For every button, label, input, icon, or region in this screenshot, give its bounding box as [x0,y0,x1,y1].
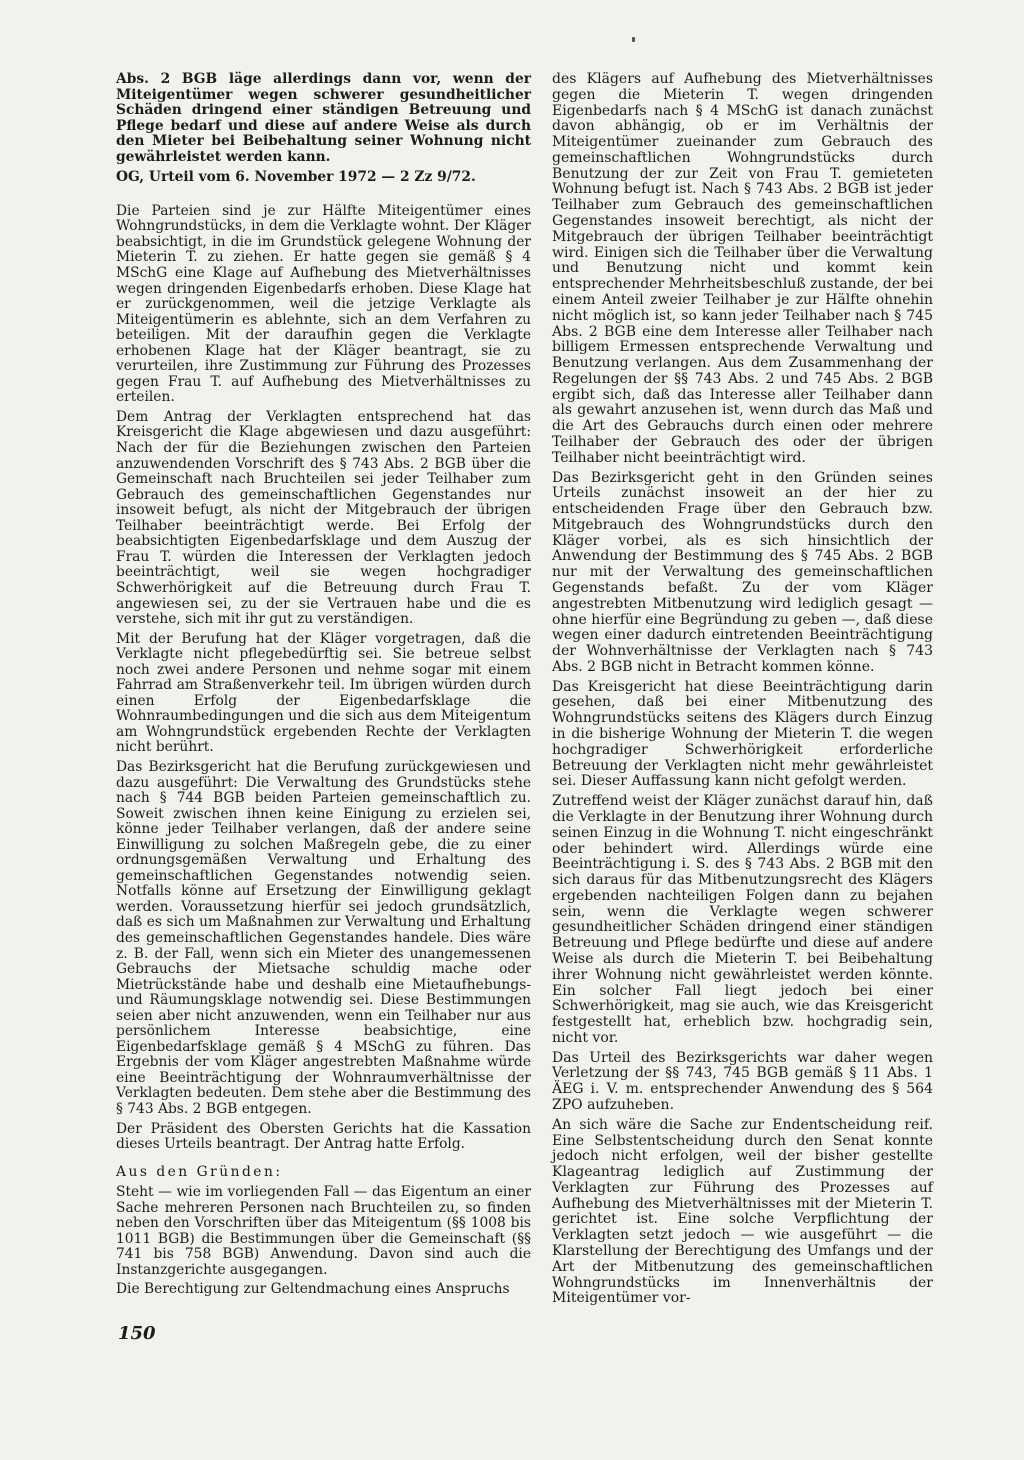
paragraph: Das Kreisgericht hat diese Beeinträchtigung darin gesehen, daß bei einer Mitbenutzung des Wohngrundstücks seitens des Klägers durch Einzug in die bisherige Wohnung der Mieterin T. die wegen hochgradiger Schwerhörigkeit erforderliche Betreuung der Verklagten nicht mehr gewährleistet sei. Dieser Auffassung kann nicht gefolgt werden. [552,678,933,790]
paragraph: Das Bezirksgericht geht in den Gründen seines Urteils zunächst insoweit an der hier zu entscheidenden Frage über den Gebrauch bzw. Mitgebrauch des Wohngrundstücks durch den Kläger vorbei, als es sich hinsichtlich der Anwendung der Bestimmung des § 745 Abs. 2 BGB nur mit der Verwaltung des gemeinschaftlichen Gegenstands befaßt. Zu der vom Kläger angestrebten Mitbenutzung wird lediglich gesagt — ohne hierfür eine Begründung zu geben —, daß diese wegen einer dadurch eintretenden Beeinträchtigung der Wohnverhältnisse der Verklagten nach § 743 Abs. 2 BGB nicht in Betracht kommen könne. [552,469,933,675]
paragraph: Steht — wie im vorliegenden Fall — das Eigentum an einer Sache mehreren Personen nach Bruchteilen zu, so finden neben den Vorschriften über das Miteigentum (§§ 1008 bis 1011 BGB) die Bestimmungen über die Gemeinschaft (§§ 741 bis 758 BGB) Anwendung. Davon sind auch die Instanzgerichte ausgegangen. [116,1184,531,1278]
paragraph: Die Parteien sind je zur Hälfte Miteigentümer eines Wohngrundstücks, in dem die Verklagte wohnt. Der Kläger beabsichtigt, in die im Grundstück gelegene Wohnung der Mieterin T. zu ziehen. Er hatte gegen sie gemäß § 4 MSchG eine Klage auf Aufhebung des Mietverhältnisses wegen dringenden Eigenbedarfs erhoben. Diese Klage hat er zurückgenommen, weil die jetzige Verklagte als Miteigentümerin es ablehnte, sich an dem Verfahren zu beteiligen. Mit der daraufhin gegen die Verklagte erhobenen Klage hat der Kläger beantragt, sie zu verurteilen, ihre Zustimmung zur Führung des Prozesses gegen Frau T. auf Aufhebung des Mietverhältnisses zu erteilen. [116,202,531,406]
paragraph: Mit der Berufung hat der Kläger vorgetragen, daß die Verklagte nicht pflegebedürftig sei. Sie betreue selbst noch zwei andere Personen und nehme sogar mit einem Fahrrad am Straßenverkehr teil. Im übrigen würden durch einen Erfolg der Eigenbedarfsklage die Wohnraumbedingungen und die sich aus dem Miteigentum am Wohngrundstück ergebenden Rechte der Verklagten nicht berührt. [116,630,531,756]
court-citation: OG, Urteil vom 6. November 1972 — 2 Zz 9/72. [116,169,476,186]
headnote: Abs. 2 BGB läge allerdings dann vor, wenn der Miteigentümer wegen schwerer gesundheitlicher Schäden dringend einer ständigen Betreuung und Pflege bedarf und diese auf andere Weise als durch den Mieter bei Beibehaltung seiner Wohnung nicht gewährleistet werden kann. [116,71,531,165]
paragraph: Die Berechtigung zur Geltendmachung eines Anspruchs [116,1281,510,1298]
right-column [552,72,933,1311]
section-heading: Aus den Gründen: [116,1163,283,1180]
left-column [116,72,531,1302]
paragraph: Dem Antrag der Verklagten entsprechend hat das Kreisgericht die Klage abgewiesen und dazu ausgeführt: Nach der für die Beziehungen zwischen den Parteien anzuwendenden Vorschrift des § 743 Abs. 2 BGB über die Gemeinschaft nach Bruchteilen sei jeder Teilhaber zum Gebrauch des gemeinschaftlichen Gegenstandes nur insoweit befugt, als nicht der Mitgebrauch der übrigen Teilhaber beeinträchtigt werde. Bei Erfolg der beabsichtigten Eigenbedarfsklage und dem Auszug der Frau T. würden die Interessen der Verklagten jedoch beeinträchtigt, weil sie wegen hochgradiger Schwerhörigkeit auf die Betreuung durch Frau T. angewiesen sei, zu der sie Vertrauen habe und die es verstehe, sich mit ihr gut zu verständigen. [116,408,531,628]
paragraph: Der Präsident des Obersten Gerichts hat die Kassation dieses Urteils beantragt. Der Antrag hatte Erfolg. [116,1120,531,1153]
paragraph: Das Urteil des Bezirksgerichts war daher wegen Verletzung der §§ 743, 745 BGB gemäß § 11 Abs. 1 ÄEG i. V. m. entsprechender Anwendung des § 564 ZPO aufzuheben. [552,1049,933,1113]
paragraph: Das Bezirksgericht hat die Berufung zurückgewiesen und dazu ausgeführt: Die Verwaltung des Grundstücks stehe nach § 744 BGB beiden Parteien gemeinschaftlich zu. Soweit zwischen ihnen keine Einigung zu erzielen sei, könne jeder Teilhaber verlangen, daß der andere seine Einwilligung zu solchen Maßregeln gebe, die zu einer ordnungsgemäßen Verwaltung und Erhaltung des gemeinschaftlichen Gegenstandes notwendig seien. Notfalls könne auf Ersetzung der Einwilligung geklagt werden. Voraussetzung hierfür sei jedoch grundsätzlich, daß es sich um Maßnahmen zur Verwaltung und Erhaltung des gemeinschaftlichen Gegenstandes handele. Dies wäre z. B. der Fall, wenn sich ein Mieter des unangemessenen Gebrauchs der Mietsache schuldig mache oder Mietrückstände habe und deshalb eine Mietaufhebungs- und Räumungsklage notwendig sei. Diese Bestimmungen seien aber nicht anzuwenden, wenn ein Teilhaber nur aus persönlichem Interesse beabsichtige, eine Eigenbedarfsklage gemäß § 4 MSchG zu führen. Das Ergebnis der vom Kläger angestrebten Maßnahme würde eine Beeinträchtigung der Wohnraumverhältnisse der Verklagten bedeuten. Dem stehe aber die Bestimmung des § 743 Abs. 2 BGB entgegen. [116,758,531,1117]
paragraph: An sich wäre die Sache zur Endentscheidung reif. Eine Selbstentscheidung durch den Senat konnte jedoch nicht erfolgen, weil der bisher gestellte Klageantrag lediglich auf Zustimmung der Verklagten zur Führung des Prozesses auf Aufhebung des Mietverhältnisses mit der Mieterin T. gerichtet ist. Eine solche Verpflichtung der Verklagten setzt jedoch — wie ausgeführt — die Klarstellung der Berechtigung des Umfangs und der Art der Mitbenutzung des gemeinschaftlichen Wohngrundstücks im Innenverhältnis der Miteigentümer vor- [552,1116,933,1307]
paragraph: des Klägers auf Aufhebung des Mietverhältnisses gegen die Mieterin T. wegen dringenden Eigenbedarfs nach § 4 MSchG ist danach zunächst davon abhängig, ob er im Verhältnis der Miteigentümer zueinander zum Gebrauch des gemeinschaftlichen Wohngrundstücks durch Benutzung der zur Zeit von Frau T. gemieteten Wohnung befugt ist. Nach § 743 Abs. 2 BGB ist jeder Teilhaber zum Gebrauch des gemeinschaftlichen Gegenstandes insoweit berechtigt, als nicht der Mitgebrauch der übrigen Teilhaber beeinträchtigt wird. Einigen sich die Teilhaber über die Verwaltung und Benutzung nicht und kommt kein entsprechender Mehrheitsbeschluß zustande, der bei einem Anteil zweier Teilhaber je zur Hälfte ohnehin nicht möglich ist, so kann jeder Teilhaber nach § 745 Abs. 2 BGB eine dem Interesse aller Teilhaber nach billigem Ermessen entsprechende Verwaltung und Benutzung verlangen. Aus dem Zusammenhang der Regelungen der §§ 743 Abs. 2 und 745 Abs. 2 BGB ergibt sich, daß das Interesse aller Teilhaber dann als gewahrt anzusehen ist, wenn durch das Maß und die Art des Gebrauchs durch einen oder mehrere Teilhaber der Gebrauch des oder der übrigen Teilhaber nicht beeinträchtigt wird. [552,71,933,466]
page-number: 150 [118,1323,156,1344]
scan-mark [632,37,635,42]
paragraph: Zutreffend weist der Kläger zunächst darauf hin, daß die Verklagte in der Benutzung ihrer Wohnung durch seinen Einzug in die Wohnung T. nicht eingeschränkt oder behindert wird. Allerdings würde eine Beeinträchtigung i. S. des § 743 Abs. 2 BGB mit den sich daraus für das Mitbenutzungsrecht des Klägers ergebenden nachteiligen Folgen dann zu bejahen sein, wenn die Verklagte wegen schwerer gesundheitlicher Schäden dringend einer ständigen Betreuung und Pflege bedürfte und diese auf andere Weise als durch die Mieterin T. bei Beibehaltung ihrer Wohnung nicht gewährleistet werden könnte. Ein solcher Fall liegt jedoch bei einer Schwerhörigkeit, mag sie auch, wie das Kreisgericht festgestellt hat, erheblich bzw. hochgradig sein, nicht vor. [552,793,933,1046]
